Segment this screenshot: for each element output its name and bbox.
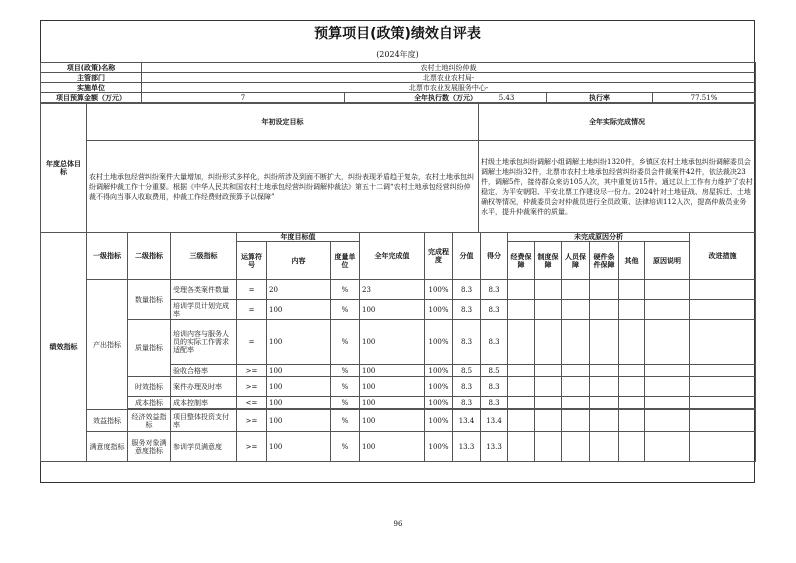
content-cell: 100: [267, 432, 331, 462]
level3-cell: 成本控制率: [171, 397, 237, 409]
empty-cell: [690, 377, 756, 397]
content-cell: 100: [267, 365, 331, 377]
completion-cell: 100%: [425, 300, 453, 320]
empty-cell: [535, 320, 562, 365]
unit-cell: %: [331, 377, 360, 397]
completion-cell: 100%: [425, 377, 453, 397]
actual-cell: 100: [360, 300, 425, 320]
content-header: 内容: [267, 242, 331, 280]
empty-cell: [508, 432, 535, 462]
weight-cell: 8.3: [453, 320, 481, 365]
score-cell: 8.3: [481, 320, 508, 365]
improve-header: 改进措施: [690, 233, 756, 280]
empty-cell: [535, 432, 562, 462]
level3-cell: 参训学员满意度: [171, 432, 237, 462]
unit-cell: %: [331, 432, 360, 462]
empty-cell: [562, 397, 590, 409]
weight-cell: 13.4: [453, 410, 481, 432]
empty-cell: [645, 377, 690, 397]
reason-hardware-header: 硬件条件保障: [590, 242, 619, 280]
empty-cell: [562, 300, 590, 320]
op-header: 运算符号: [237, 242, 267, 280]
empty-cell: [535, 397, 562, 409]
score-cell: 8.3: [481, 300, 508, 320]
unit-cell: %: [331, 320, 360, 365]
weight-header: 分值: [453, 233, 481, 280]
reason-staff-header: 人员保障: [562, 242, 590, 280]
level2-cell: 质量指标: [128, 320, 171, 377]
table-row: [41, 432, 756, 462]
dept-value: 北票农业农村局-: [142, 73, 756, 83]
completion-cell: 100%: [425, 280, 453, 300]
unit-label: 实施单位: [41, 83, 142, 93]
empty-cell: [690, 300, 756, 320]
level3-cell: 培训内容与服务人员的实际工作需求适配率: [171, 320, 237, 365]
page-number: 96: [393, 520, 403, 528]
annual-target-header: 年度目标值: [237, 233, 360, 242]
empty-cell: [590, 365, 619, 377]
empty-cell: [562, 410, 590, 432]
empty-cell: [590, 280, 619, 300]
completion-cell: 100%: [425, 320, 453, 365]
level3-header: 三级指标: [171, 233, 237, 280]
empty-cell: [590, 377, 619, 397]
level3-cell: 案件办理及时率: [171, 377, 237, 397]
score-cell: 13.3: [481, 432, 508, 462]
empty-cell: [508, 377, 535, 397]
empty-cell: [619, 300, 645, 320]
unit-cell: %: [331, 410, 360, 432]
empty-cell: [562, 432, 590, 462]
empty-cell: [690, 397, 756, 409]
empty-cell: [590, 320, 619, 365]
empty-cell: [619, 280, 645, 300]
level2-cell: 数量指标: [128, 280, 171, 320]
score-cell: 8.5: [481, 365, 508, 377]
unit-cell: %: [331, 280, 360, 300]
exec-label: 全年执行数（万元）: [345, 93, 547, 103]
actual-cell: 100: [360, 397, 425, 409]
level3-cell: 验收合格率: [171, 365, 237, 377]
empty-cell: [690, 410, 756, 432]
analysis-header: 未完成原因分析: [508, 233, 690, 242]
empty-cell: [590, 397, 619, 409]
weight-cell: 8.3: [453, 280, 481, 300]
table-row: [41, 397, 756, 409]
rate-value: 77.51%: [653, 93, 756, 103]
empty-cell: [619, 397, 645, 409]
level3-cell: 项目整体投资支付率: [171, 410, 237, 432]
weight-cell: 8.3: [453, 397, 481, 409]
weight-cell: 13.3: [453, 432, 481, 462]
level1-cell: 效益指标: [87, 410, 128, 432]
op-cell: <=: [237, 397, 267, 409]
weight-cell: 8.3: [453, 300, 481, 320]
exec-value: 5.43: [498, 94, 515, 102]
project-name-label: 项目(政策)名称: [41, 63, 142, 73]
initial-goal-text: 农村土地承包经营纠纷案件大量增加，纠纷形式多样化，纠纷所涉及到面不断扩大，纠纷表现矛盾趋于复杂，农村土地承包纠纷调解仲裁工作十分重要。根据《中华人民共和国农村土地承包经营纠纷调解仲裁法》第五十二调“农村土地承包经营纠纷仲裁不得向当事人收取费用，仲裁工作经费财政预算予以保障”: [87, 141, 479, 233]
empty-cell: [508, 365, 535, 377]
reason-other-header: 其他: [619, 242, 645, 280]
reason-note-header: 原因说明: [645, 242, 690, 280]
budget-label: 项目预算金额（万元）: [41, 93, 142, 103]
level1-header: 一级指标: [87, 233, 128, 280]
actual-cell: 100: [360, 410, 425, 432]
empty-cell: [645, 397, 690, 409]
annual-goal-label: 年度总体目标: [41, 104, 87, 233]
actual-completion-header: 全年实际完成情况: [479, 104, 756, 141]
actual-completion-text: 村级土地承包纠纷调解小组调解土地纠纷1320件，乡镇区农村土地承包纠纷调解委员会调解土地纠纷32件，北票市农村土地承包经营纠纷委员会件裁案件42件，依法裁决23件，调解5件，接待群众来访105人次，其中重复访15件。通过以上工作有力维护了农村稳定，为平安朝阳、平安北票工作建设尽一份力。2024针对土地征战、房屋拆迁、土地确权等情况，仲裁委员会对仲裁员进行全员政策、法律培训112人次，提高仲裁员业务水平，提升仲裁案件的质量。: [479, 141, 756, 233]
table-row: [41, 280, 756, 300]
empty-cell: [619, 320, 645, 365]
empty-cell: [590, 410, 619, 432]
empty-cell: [508, 410, 535, 432]
weight-cell: 8.3: [453, 377, 481, 397]
empty-cell: [690, 432, 756, 462]
level2-cell: 经济效益指标: [128, 410, 171, 432]
empty-cell: [562, 377, 590, 397]
empty-cell: [619, 365, 645, 377]
initial-goal-header: 年初设定目标: [87, 104, 479, 141]
op-cell: =: [237, 300, 267, 320]
rate-label: 执行率: [547, 93, 653, 103]
empty-cell: [508, 320, 535, 365]
empty-cell: [535, 410, 562, 432]
empty-cell: [645, 320, 690, 365]
weight-cell: 8.5: [453, 365, 481, 377]
op-cell: =: [237, 280, 267, 300]
level1-cell: 产出指标: [87, 280, 128, 410]
empty-cell: [508, 300, 535, 320]
level2-cell: 服务对象满意度指标: [128, 432, 171, 462]
info-table: [40, 62, 756, 103]
empty-cell: [508, 397, 535, 409]
empty-cell: [645, 432, 690, 462]
full-year-header: 全年完成值: [360, 233, 425, 280]
score-cell: 8.3: [481, 397, 508, 409]
content-cell: 20: [267, 280, 331, 300]
empty-cell: [619, 377, 645, 397]
completion-header: 完成程度: [425, 233, 453, 280]
score-header: 得分: [481, 233, 508, 280]
empty-cell: [645, 365, 690, 377]
year-subtitle: (2024年度): [376, 50, 419, 59]
level3-cell: 培训学员计划完成率: [171, 300, 237, 320]
empty-cell: [690, 280, 756, 300]
score-cell: 8.3: [481, 377, 508, 397]
reason-system-header: 制度保障: [535, 242, 562, 280]
actual-cell: 100: [360, 365, 425, 377]
reason-funding-header: 经费保障: [508, 242, 535, 280]
actual-cell: 100: [360, 432, 425, 462]
completion-cell: 100%: [425, 410, 453, 432]
empty-cell: [562, 280, 590, 300]
empty-cell: [690, 320, 756, 365]
page-title: 预算项目(政策)绩效自评表: [314, 26, 481, 42]
unit-cell: %: [331, 300, 360, 320]
content-cell: 100: [267, 300, 331, 320]
op-cell: >=: [237, 432, 267, 462]
empty-cell: [645, 410, 690, 432]
level1-cell: 满意度指标: [87, 432, 128, 462]
completion-cell: 100%: [425, 432, 453, 462]
empty-cell: [690, 365, 756, 377]
project-name-value: 农村土地纠纷仲裁: [142, 63, 756, 73]
empty-cell: [535, 280, 562, 300]
empty-cell: [562, 365, 590, 377]
unit-value: 北票市农业发展服务中心-: [142, 83, 756, 93]
table-row: [41, 377, 756, 397]
empty-cell: [508, 280, 535, 300]
empty-cell: [590, 300, 619, 320]
level3-cell: 受理各类案件数量: [171, 280, 237, 300]
table-row: [41, 410, 756, 432]
op-cell: >=: [237, 410, 267, 432]
actual-cell: 100: [360, 320, 425, 365]
actual-cell: 23: [360, 280, 425, 300]
budget-value: 7: [142, 93, 345, 103]
op-cell: >=: [237, 365, 267, 377]
actual-cell: 100: [360, 377, 425, 397]
table-row: [41, 320, 756, 365]
performance-indicators-label: 绩效指标: [41, 233, 87, 462]
completion-cell: 100%: [425, 365, 453, 377]
unit-header: 度量单位: [331, 242, 360, 280]
content-cell: 100: [267, 377, 331, 397]
empty-cell: [645, 300, 690, 320]
score-cell: 13.4: [481, 410, 508, 432]
unit-cell: %: [331, 397, 360, 409]
dept-label: 主管部门: [41, 73, 142, 83]
content-cell: 100: [267, 320, 331, 365]
unit-cell: %: [331, 365, 360, 377]
empty-cell: [645, 280, 690, 300]
level2-header: 二级指标: [128, 233, 171, 280]
empty-cell: [535, 300, 562, 320]
indicators-table: [40, 232, 756, 462]
empty-cell: [562, 320, 590, 365]
score-cell: 8.3: [481, 280, 508, 300]
op-cell: =: [237, 320, 267, 365]
empty-cell: [619, 432, 645, 462]
content-cell: 100: [267, 410, 331, 432]
empty-cell: [590, 432, 619, 462]
goals-table: [40, 103, 756, 233]
level2-cell: 时效指标: [128, 377, 171, 397]
content-cell: 100: [267, 397, 331, 409]
level2-cell: 成本指标: [128, 397, 171, 409]
empty-cell: [619, 410, 645, 432]
empty-cell: [535, 377, 562, 397]
op-cell: >=: [237, 377, 267, 397]
completion-cell: 100%: [425, 397, 453, 409]
empty-cell: [535, 365, 562, 377]
